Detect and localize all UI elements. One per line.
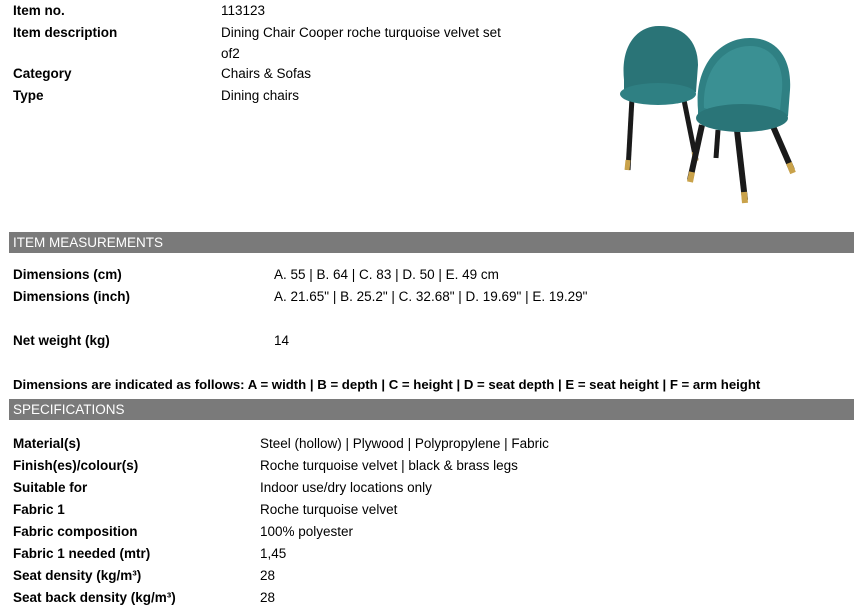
dimensions-legend: Dimensions are indicated as follows: A = width | B = depth | C = height | D = seat depth | E = seat height | F = arm height [13,377,761,392]
item-description-label: Item description [13,25,118,40]
back-chair [620,26,698,170]
item-description-line1: Dining Chair Cooper roche turquoise velvet set [221,25,501,40]
spec-value: 28 [260,568,276,583]
spec-label: Material(s) [13,436,81,451]
spec-label: Fabric composition [13,524,138,539]
item-no-value: 113123 [221,3,266,18]
item-no-label: Item no. [13,3,65,18]
spec-label: Finish(es)/colour(s) [13,458,139,473]
spec-value: 1,45 [260,546,287,561]
spec-label: Seat density (kg/m³) [13,568,142,583]
front-chair [690,38,793,203]
spec-value: Indoor use/dry locations only [260,480,432,495]
category-value: Chairs & Sofas [221,66,312,81]
type-value: Dining chairs [221,88,300,103]
spec-label: Seat back density (kg/m³) [13,590,176,605]
item-description-line2: of2 [221,46,240,61]
spec-value: Roche turquoise velvet | black & brass legs [260,458,518,473]
net-weight-value: 14 [274,333,290,348]
spec-label: Fabric 1 [13,502,65,517]
spec-label: Fabric 1 needed (mtr) [13,546,151,561]
spec-value: 28 [260,590,276,605]
type-label: Type [13,88,44,103]
dimensions-cm-value: A. 55 | B. 64 | C. 83 | D. 50 | E. 49 cm [274,267,499,282]
spec-value: Steel (hollow) | Plywood | Polypropylene | Fabric [260,436,549,451]
category-label: Category [13,66,72,81]
item-measurements-header: ITEM MEASUREMENTS [9,232,854,253]
dimensions-inch-label: Dimensions (inch) [13,289,131,304]
net-weight-label: Net weight (kg) [13,333,110,348]
specifications-header: SPECIFICATIONS [9,399,854,420]
spec-label: Suitable for [13,480,88,495]
dimensions-cm-label: Dimensions (cm) [13,267,122,282]
spec-value: 100% polyester [260,524,354,539]
product-image-chairs [612,20,802,215]
dimensions-inch-value: A. 21.65" | B. 25.2" | C. 32.68" | D. 19.69" | E. 19.29" [274,289,588,304]
spec-value: Roche turquoise velvet [260,502,398,517]
